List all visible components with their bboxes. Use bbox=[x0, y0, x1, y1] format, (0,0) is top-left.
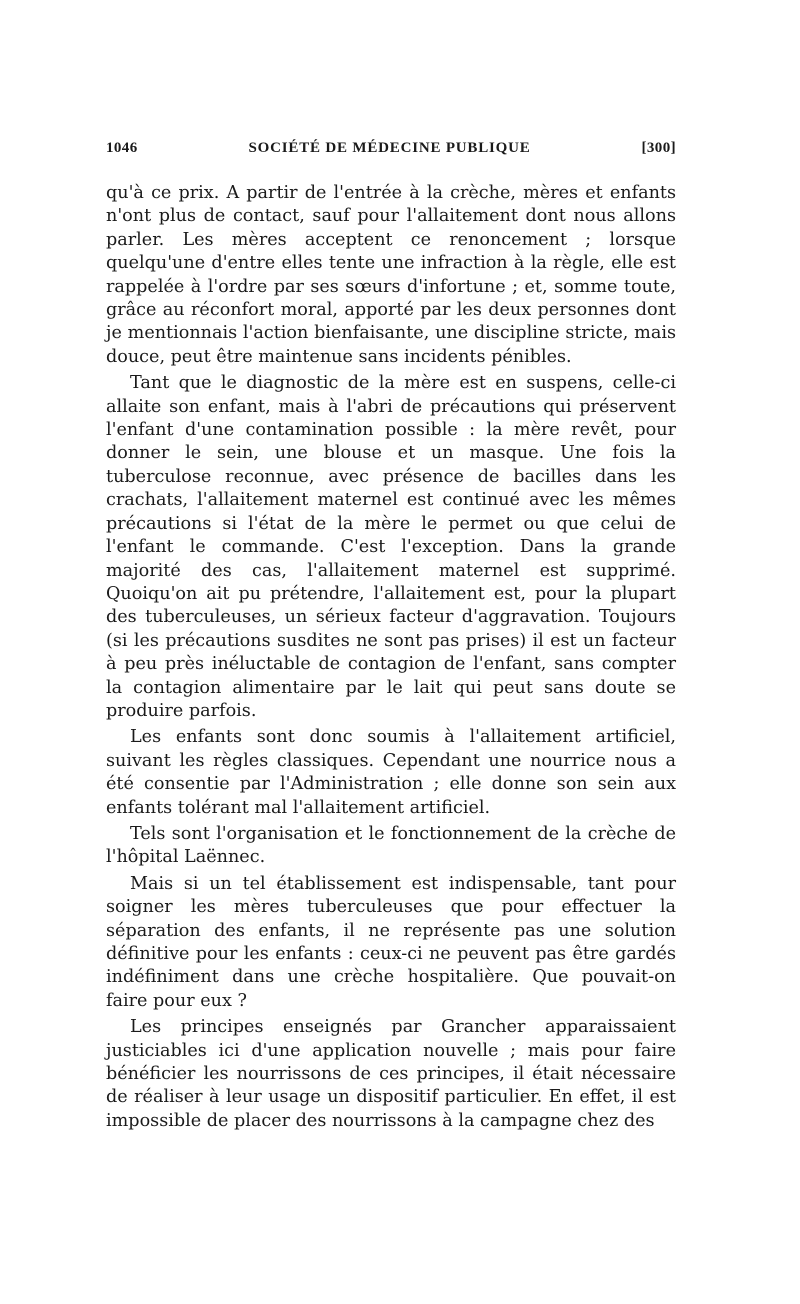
paragraph-6: Les principes enseignés par Grancher apparaissaient justiciables ici d'une application nouvelle ; mais pour faire bénéficier les nourrissons de ces principes, il était nécessaire de réaliser à leur usage un dispositif particulier. En effet, il est impossible de placer des nourrissons à la campagne chez des bbox=[106, 1017, 676, 1131]
paragraph-4: Tels sont l'organisation et le fonctionnement de la crèche de l'hôpital Laënnec. bbox=[106, 823, 676, 868]
body-text bbox=[106, 182, 676, 1133]
paragraph-1: qu'à ce prix. A partir de l'entrée à la crèche, mères et enfants n'ont plus de contact, sauf pour l'allaitement dont nous allons parler. Les mères acceptent ce renoncement ; lorsque quelqu'une d'entre elles tente une infraction à la règle, elle est rappelée à l'ordre par ses sœurs d'infortune ; et, somme toute, grâce au réconfort moral, apporté par les deux personnes dont je mentionnais l'action bienfaisante, une discipline stricte, mais douce, peut être maintenue sans incidents pénibles. bbox=[106, 183, 676, 367]
bracket-page-number: [300] bbox=[641, 140, 676, 156]
paragraph-2: Tant que le diagnostic de la mère est en suspens, celle-ci allaite son enfant, mais à l'abri de précautions qui préservent l'enfant d'une contamination possible : la mère revêt, pour donner le sein, une blouse et un masque. Une fois la tuberculose reconnue, avec présence de bacilles dans les crachats, l'allaitement maternel est continué avec les mêmes précautions si l'état de la mère le permet ou que celui de l'enfant le commande. C'est l'exception. Dans la grande majorité des cas, l'allaitement maternel est supprimé. Quoiqu'on ait pu prétendre, l'allaitement est, pour la plupart des tuberculeuses, un sérieux facteur d'aggravation. Toujours (si les précautions susdites ne sont pas prises) il est un facteur à peu près inéluctable de contagion de l'enfant, sans compter la contagion alimentaire par le lait qui peut sans doute se produire parfois. bbox=[106, 373, 676, 721]
paragraph-3: Les enfants sont donc soumis à l'allaitement artificiel, suivant les règles classiques. Cependant une nourrice nous a été consentie par l'Administration ; elle donne son sein aux enfants tolérant mal l'allaitement artificiel. bbox=[106, 727, 676, 818]
page-number: 1046 bbox=[106, 140, 138, 156]
document-page bbox=[106, 140, 676, 1133]
running-header bbox=[106, 140, 676, 170]
paragraph-5: Mais si un tel établissement est indispensable, tant pour soigner les mères tuberculeuses que pour effectuer la séparation des enfants, il ne représente pas une solution définitive pour les enfants : ceux-ci ne peuvent pas être gardés indéfiniment dans une crèche hospitalière. Que pouvait-on faire pour eux ? bbox=[106, 873, 676, 1011]
running-title: SOCIÉTÉ DE MÉDECINE PUBLIQUE bbox=[248, 140, 531, 156]
